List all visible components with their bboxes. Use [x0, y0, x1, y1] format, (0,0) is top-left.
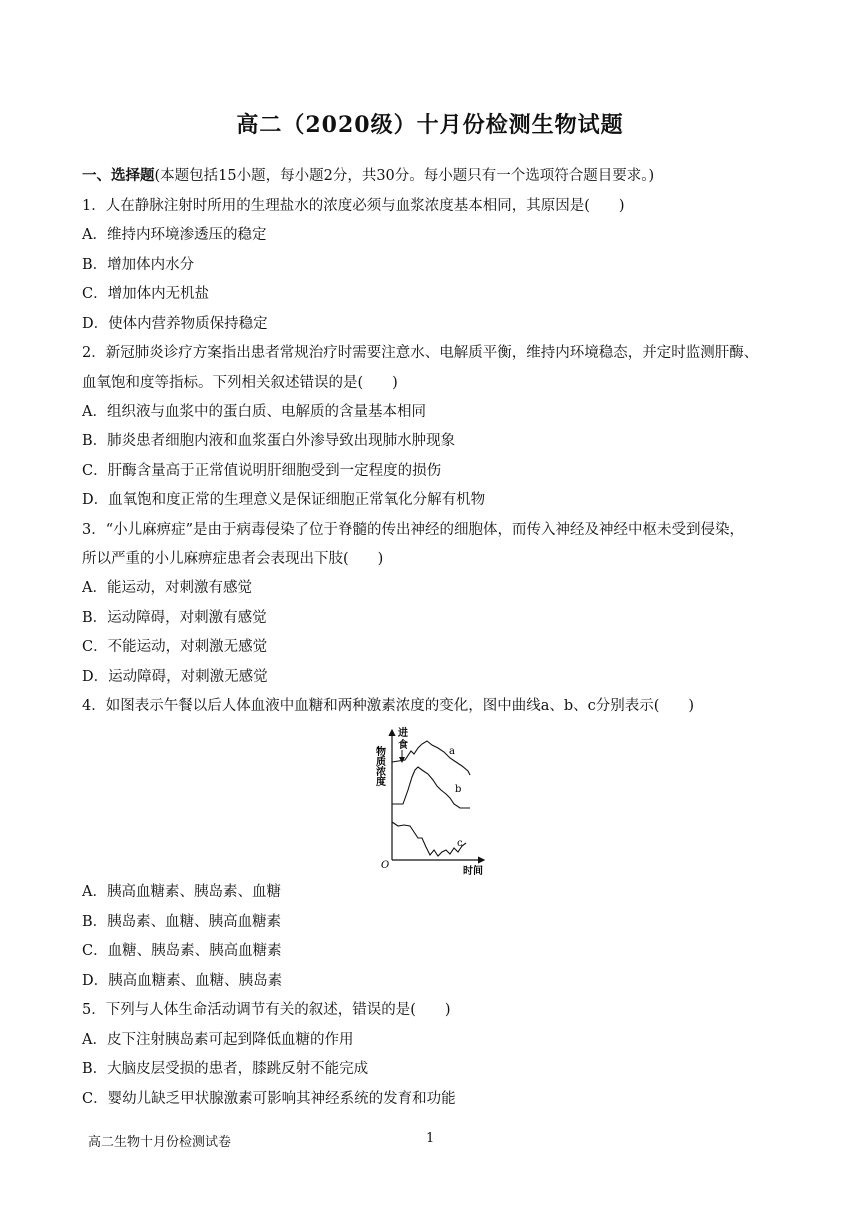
- origin-label: O: [381, 860, 390, 871]
- question-5-option-b: B．大脑皮层受损的患者，膝跳反射不能完成: [82, 1061, 369, 1077]
- question-4-option-c: C．血糖、胰岛素、胰高血糖素: [82, 943, 282, 959]
- question-1-option-d: D．使体内营养物质保持稳定: [82, 316, 268, 332]
- curve-c-label: c: [457, 838, 463, 849]
- footer-title: 高二生物十月份检测试卷: [88, 1135, 232, 1150]
- question-3-stem-line-2: 所以严重的小儿麻痹症患者会表现出下肢( ): [82, 551, 384, 567]
- question-2-stem-line-2: 血氧饱和度等指标。下列相关叙述错误的是( ): [82, 375, 398, 391]
- question-2-option-b: B．肺炎患者细胞内液和血浆蛋白外渗导致出现肺水肿现象: [82, 433, 456, 449]
- eating-label-1: 进: [398, 728, 408, 739]
- concentration-time-figure: [370, 722, 490, 876]
- x-axis-label: 时间: [463, 866, 483, 876]
- eating-label-2: 食: [398, 740, 408, 751]
- page-number: 1: [426, 1131, 435, 1146]
- section-heading: 一、选择题: [82, 167, 155, 184]
- question-5-option-a: A．皮下注射胰岛素可起到降低血糖的作用: [82, 1032, 354, 1048]
- curve-a-label: a: [449, 746, 455, 757]
- question-2-stem-line-1: 2．新冠肺炎诊疗方案指出患者常规治疗时需要注意水、电解质平衡，维持内环境稳态，并定时监测肝酶、: [82, 345, 759, 361]
- question-2-option-c: C．肝酶含量高于正常值说明肝细胞受到一定程度的损伤: [82, 463, 442, 479]
- page-title: 高二（2020级）十月份检测生物试题: [236, 112, 624, 138]
- question-3-option-c: C．不能运动，对刺激无感觉: [82, 639, 268, 655]
- question-2-option-d: D．血氧饱和度正常的生理意义是保证细胞正常氧化分解有机物: [82, 492, 486, 508]
- y-axis-label: 物质浓度: [373, 746, 385, 786]
- question-4-option-d: D．胰高血糖素、血糖、胰岛素: [82, 973, 283, 989]
- section-note: (本题包括15小题，每小题2分，共30分。每小题只有一个选项符合题目要求。): [154, 168, 655, 184]
- question-4-option-b: B．胰岛素、血糖、胰高血糖素: [82, 914, 282, 930]
- question-1-option-b: B．增加体内水分: [82, 257, 195, 273]
- curve-b-label: b: [455, 784, 462, 795]
- curve-c: [392, 822, 466, 856]
- section-heading-line: [82, 166, 654, 186]
- question-2-option-a: A．组织液与血浆中的蛋白质、电解质的含量基本相同: [82, 404, 426, 420]
- question-3-option-a: A．能运动，对刺激有感觉: [82, 580, 252, 596]
- question-1-stem: 1．人在静脉注射时所用的生理盐水的浓度必须与血浆浓度基本相同，其原因是( ): [82, 198, 625, 214]
- question-4-option-a: A．胰高血糖素、胰岛素、血糖: [82, 884, 281, 900]
- question-5-option-c: C．婴幼儿缺乏甲状腺激素可影响其神经系统的发育和功能: [82, 1091, 456, 1107]
- question-1-option-c: C．增加体内无机盐: [82, 286, 210, 302]
- question-4-stem: 4．如图表示午餐以后人体血液中血糖和两种激素浓度的变化，图中曲线a、b、c分别表示( ): [82, 698, 695, 714]
- question-3-option-b: B．运动障碍，对刺激有感觉: [82, 610, 267, 626]
- question-5-stem: 5．下列与人体生命活动调节有关的叙述，错误的是( ): [82, 1002, 451, 1018]
- question-3-option-d: D．运动障碍，对刺激无感觉: [82, 669, 268, 685]
- question-1-option-a: A．维持内环境渗透压的稳定: [82, 227, 267, 243]
- question-3-stem-line-1: 3．“小儿麻痹症”是由于病毒侵染了位于脊髓的传出神经的细胞体，而传入神经及神经中枢未受到侵染，: [82, 522, 745, 538]
